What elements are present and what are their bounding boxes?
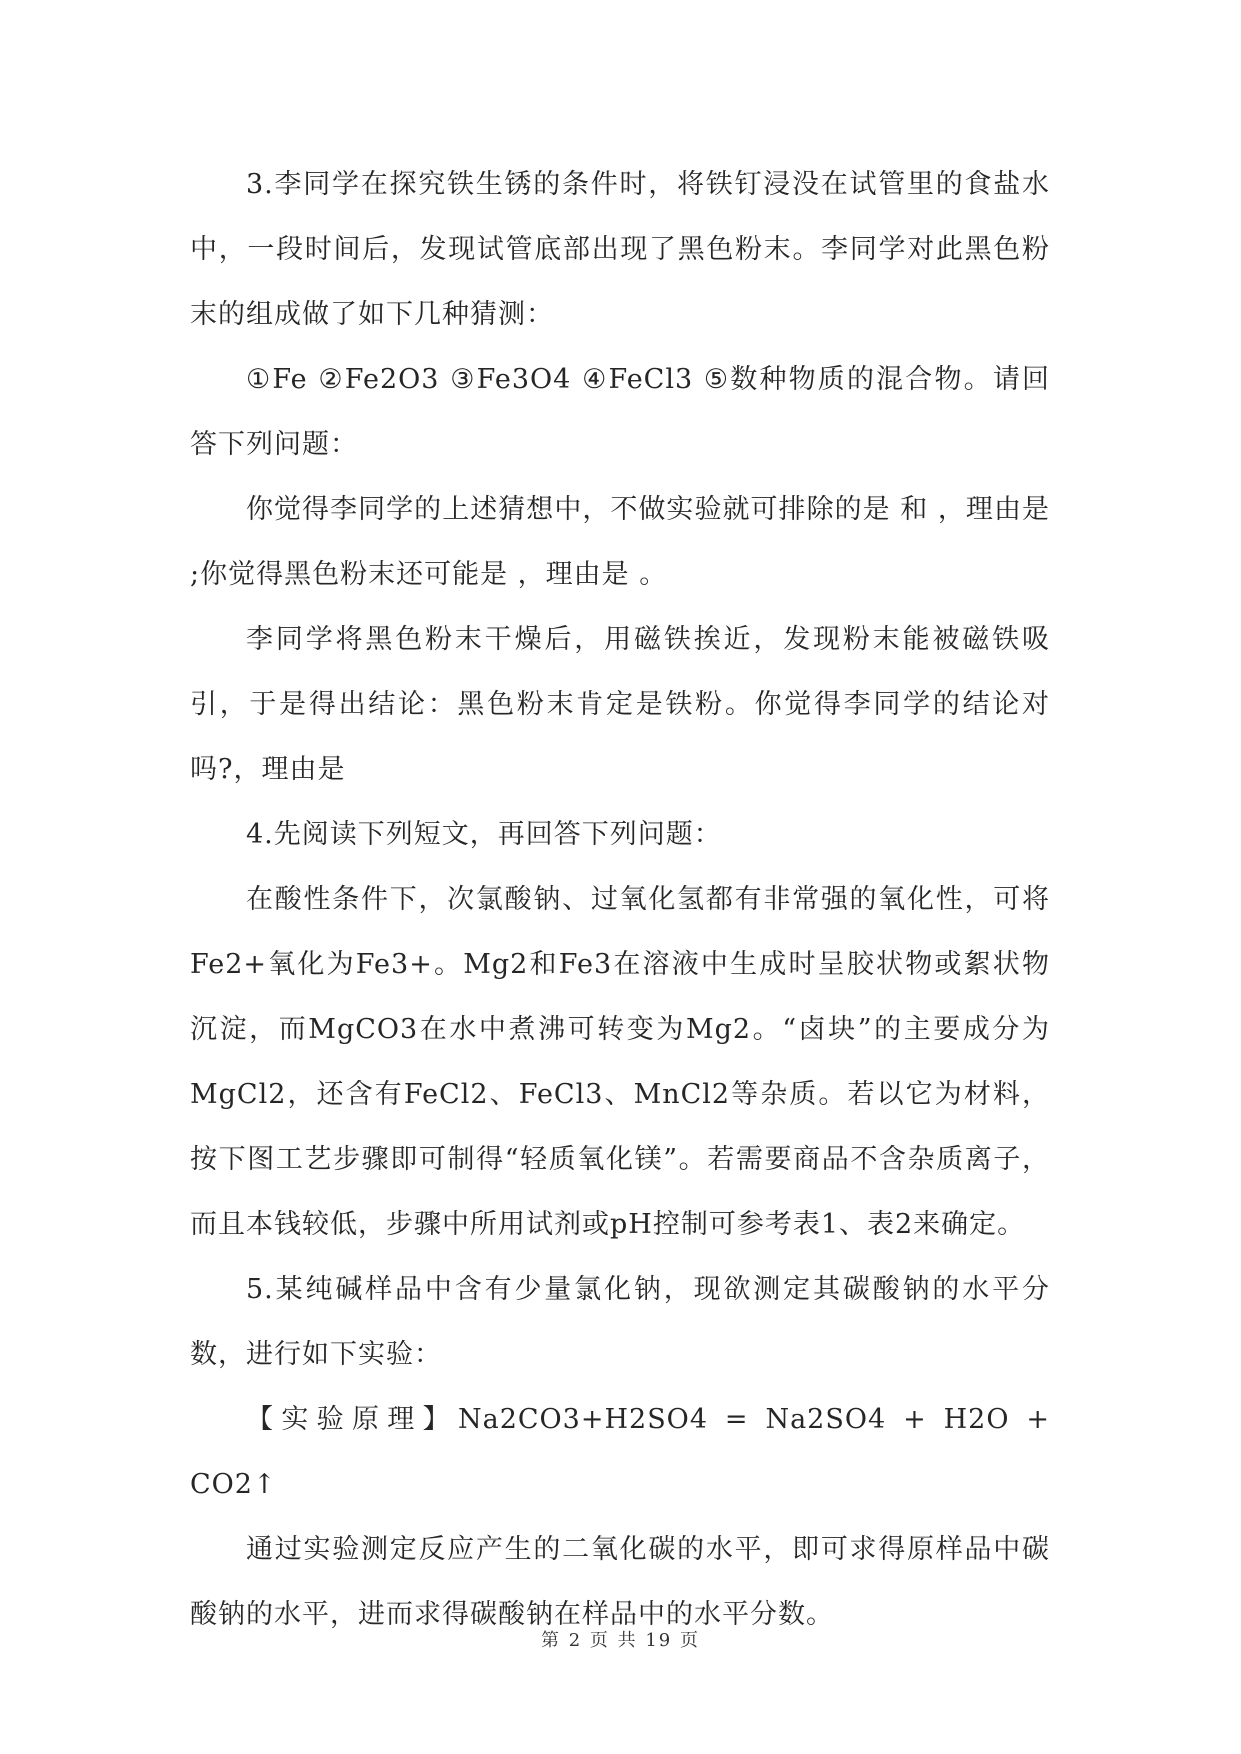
question-5-principle-paragraph: 【实验原理】Na2CO3+H2SO4 = Na2SO4 + H2O + CO2↑ (190, 1404, 1050, 1500)
question-4-passage-paragraph: 在酸性条件下，次氯酸钠、过氧化氢都有非常强的氧化性，可将Fe2+氧化为Fe3+。Mg2和Fe3在溶液中生成时呈胶状物或絮状物沉淀，而MgCO3在水中煮沸可转变为Mg2。“卤块”的主要成分为MgCl2，还含有FeCl2、FeCl3、MnCl2等杂质。若以它为材料，按下图工艺步骤即可制得“轻质氧化镁”。若需要商品不含杂质离子，而且本钱较低，步骤中所用试剂或pH控制可参考表1、表2来确定。 (190, 884, 1050, 1240)
question-3-part-2-paragraph: 李同学将黑色粉末干燥后，用磁铁挨近，发现粉末能被磁铁吸引，于是得出结论：黑色粉末肯定是铁粉。你觉得李同学的结论对吗?，理由是 (190, 624, 1050, 785)
question-5-method-paragraph: 通过实验测定反应产生的二氧化碳的水平，即可求得原样品中碳酸钠的水平，进而求得碳酸钠在样品中的水平分数。 (190, 1534, 1050, 1630)
question-3-options-paragraph: ①Fe ②Fe2O3 ③Fe3O4 ④FeCl3 ⑤数种物质的混合物。请回答下列问题： (190, 364, 1050, 460)
question-3-intro-paragraph: 3.李同学在探究铁生锈的条件时，将铁钉浸没在试管里的食盐水中，一段时间后，发现试管底部出现了黑色粉末。李同学对此黑色粉末的组成做了如下几种猜测： (190, 169, 1050, 330)
page-footer: 第 2 页 共 19 页 (541, 1630, 700, 1651)
question-3-part-1-paragraph: 你觉得李同学的上述猜想中，不做实验就可排除的是 和 ，理由是 ;你觉得黑色粉末还可能是 ，理由是 。 (190, 494, 1050, 590)
document-body (190, 152, 1050, 1647)
question-4-intro-paragraph: 4.先阅读下列短文，再回答下列问题： (246, 819, 722, 850)
question-5-intro-paragraph: 5.某纯碱样品中含有少量氯化钠，现欲测定其碳酸钠的水平分数，进行如下实验： (190, 1274, 1050, 1370)
